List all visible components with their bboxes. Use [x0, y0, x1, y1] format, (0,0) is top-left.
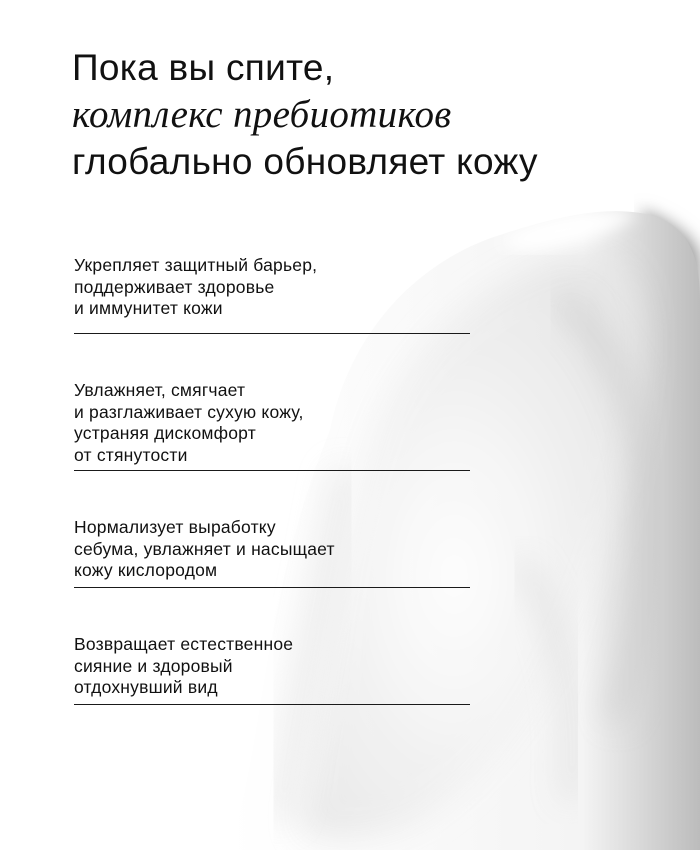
- benefit-text: от стянутости: [74, 444, 188, 465]
- headline-line-1: Пока вы спите,: [72, 47, 335, 88]
- benefit-item-radiance: [74, 634, 470, 705]
- headline-line-2-italic: комплекс пребиотиков: [72, 93, 452, 136]
- headline: [72, 44, 538, 185]
- benefit-item-sebum: [74, 517, 470, 588]
- benefit-text: Нормализует выработку: [74, 517, 276, 537]
- benefit-item-barrier: [74, 250, 470, 334]
- benefit-text: Укрепляет защитный барьер,: [74, 255, 318, 275]
- benefit-text: и разглаживает сухую кожу,: [74, 401, 304, 422]
- benefit-text: поддерживает здоровье: [74, 276, 275, 297]
- benefit-text: и иммунитет кожи: [74, 298, 223, 318]
- benefit-text: Возвращает естественное: [74, 634, 294, 654]
- benefit-text: устраняя дискомфорт: [74, 423, 256, 443]
- benefit-text: Увлажняет, смягчает: [74, 380, 246, 400]
- headline-line-3: глобально обновляет кожу: [72, 141, 538, 182]
- benefit-text: кожу кислородом: [74, 560, 218, 580]
- benefit-text: отдохнувший вид: [74, 677, 218, 697]
- benefits-list: [74, 250, 470, 705]
- benefit-text: сияние и здоровый: [74, 655, 233, 676]
- benefit-text: себума, увлажняет и насыщает: [74, 538, 335, 559]
- benefit-item-moisturize: [74, 380, 470, 471]
